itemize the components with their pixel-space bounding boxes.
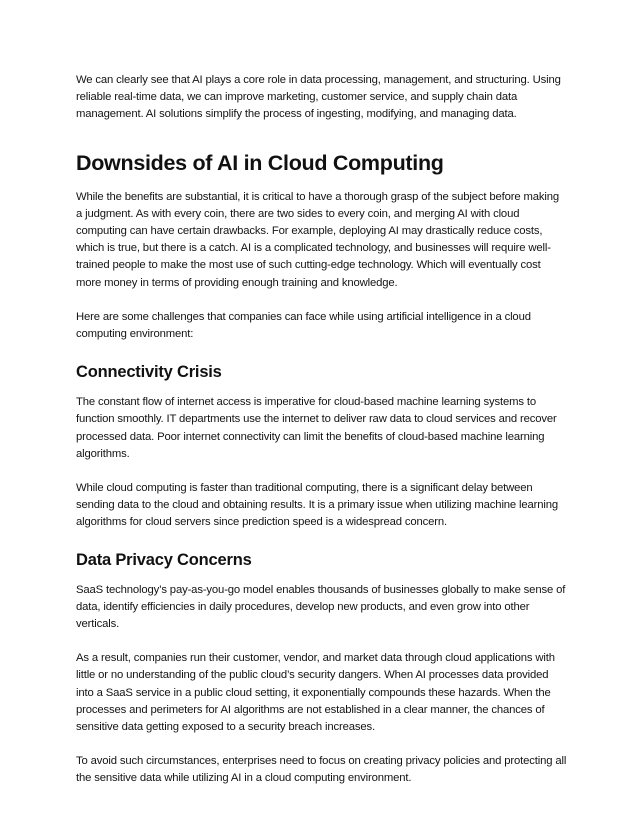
connectivity-paragraph-1: The constant flow of internet access is imperative for cloud-based machine learning systems to function smoothly. IT departments use the internet to deliver raw data to cloud services and recover processed data. Poor internet connectivity can limit the benefits of cloud-based machine learning algorithms. [76,396,557,460]
privacy-paragraph-1: SaaS technology’s pay-as-you-go model enables thousands of businesses globally to make sense of data, identify efficiencies in daily procedures, develop new products, and even grow into other verticals. [76,583,566,631]
section-heading-downsides: Downsides of AI in Cloud Computing [76,150,444,175]
subsection-heading-privacy: Data Privacy Concerns [76,550,252,569]
document-page [76,72,568,788]
connectivity-paragraph-2: While cloud computing is faster than traditional computing, there is a significant delay between sending data to the cloud and obtaining results. It is a primary issue when utilizing machine learning algorithms for cloud servers since prediction speed is a widespread concern. [76,482,559,529]
privacy-paragraph-3: To avoid such circumstances, enterprises need to focus on creating privacy policies and protecting all the sensitive data while utilizing AI in a cloud computing environment. [76,755,567,785]
subsection-heading-connectivity: Connectivity Crisis [76,363,222,382]
intro-paragraph: We can clearly see that AI plays a core role in data processing, management, and structuring. Using reliable real-time data, we can improve marketing, customer service, and supply chain data management. AI solutions simplify the process of ingesting, modifying, and managing data. [76,74,561,121]
downsides-paragraph-2: Here are some challenges that companies can face while using artificial intelligence in a cloud computing environment: [76,310,531,341]
downsides-paragraph-1: While the benefits are substantial, it is critical to have a thorough grasp of the subject before making a judgment. As with every coin, there are two sides to every coin, and merging AI with cloud computing can have certain drawbacks. For example, deploying AI may drastically reduce costs, which is true, but there is a catch. AI is a complicated technology, and businesses will require well-trained people to make the most use of such cutting-edge technology. Which will eventually cost more money in terms of providing enough training and knowledge. [76,190,559,289]
privacy-paragraph-2: As a result, companies run their customer, vendor, and market data through cloud applications with little or no understanding of the public cloud’s security dangers. When AI processes data provided into a SaaS service in a public cloud setting, it exponentially compounds these hazards. When the processes and perimeters for AI algorithms are not established in a clear manner, the chances of sensitive data getting exposed to a security breach increases. [76,652,555,734]
